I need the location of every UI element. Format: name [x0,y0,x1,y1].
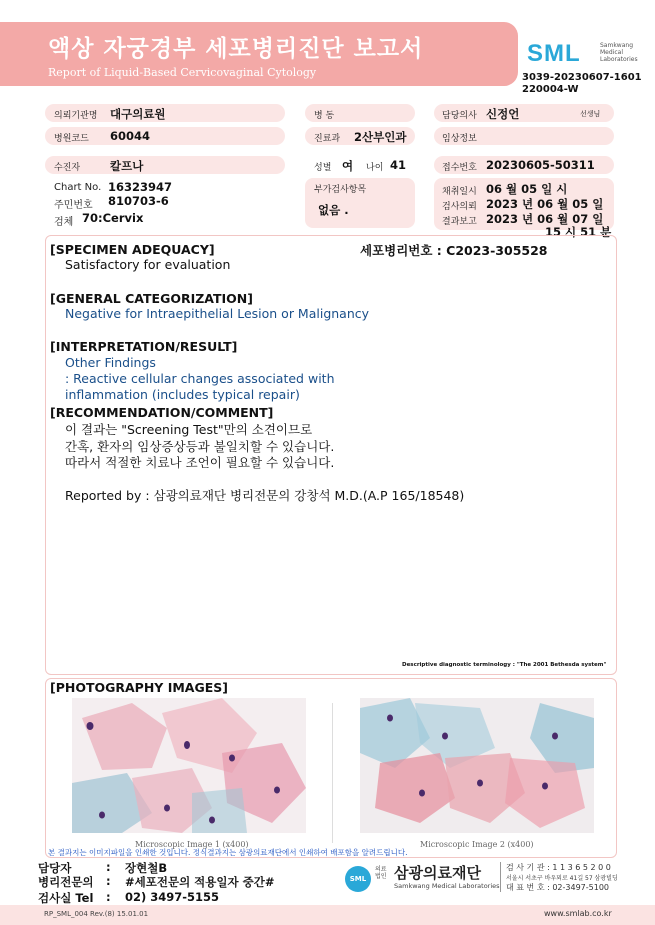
sex-label: 성별 [314,163,332,173]
hospital-code-label: 병원코드 [54,134,89,144]
ward-label: 병 동 [314,111,335,121]
patient-pill [45,156,285,174]
request-label: 검사의뢰 [442,202,477,212]
interpretation-heading: [INTERPRETATION/RESULT] [50,339,238,354]
descriptive-terminology: Descriptive diagnostic terminology : "The 2001 Bethesda system" [402,662,607,668]
patient-label: 수진자 [54,163,81,173]
org-license: 검 사 기 관 : 1 1 3 6 5 2 0 0 [506,863,611,872]
report-number-line2: 220004-W [522,84,579,95]
photo-divider [332,703,333,843]
sex-value: 여 [342,159,354,173]
recommendation-line1: 이 결과는 "Screening Test"만의 소견이므로 [65,422,313,437]
sml-logo-subtitle: Samkwang Medical Laboratories [600,42,638,63]
adequacy-text: Satisfactory for evaluation [65,257,231,272]
request-value: 2023 년 06 월 05 일 [486,197,604,211]
interpretation-line1: Other Findings [65,355,156,370]
report-number [522,72,642,96]
website[interactable]: www.smlab.co.kr [544,909,612,918]
sml-footer-logo-icon: SML [345,866,371,892]
resident-value: 810703-6 [108,194,169,208]
org-address: 서울시 서초구 바우뫼로 41길 57 삼광빌딩 [506,875,618,882]
interpretation-line3: inflammation (includes typical repair) [65,387,300,402]
image-2-caption: Microscopic Image 2 (x400) [420,840,534,849]
report-title: 액상 자궁경부 세포병리진단 보고서 [48,36,424,62]
result-label: 결과보고 [442,217,477,227]
org-name: 삼광의료재단 [394,864,481,882]
microscopic-image-1 [72,698,306,833]
resident-label: 주민번호 [54,200,93,211]
lab-tel-label: 검사실 Tel [38,891,94,905]
recommendation-heading: [RECOMMENDATION/COMMENT] [50,405,274,420]
general-heading: [GENERAL CATEGORIZATION] [50,291,253,306]
lab-tel-value: 02) 3497-5155 [125,890,220,904]
report-number-line1: 3039-20230607-1601 [522,72,642,83]
sml-logo: SML [527,40,581,67]
report-subtitle: Report of Liquid-Based Cervicovaginal Cytology [48,66,317,79]
recommendation-line2: 간혹, 환자의 임상증상등과 불일치할 수 있습니다. [65,439,335,454]
manager-label: 담당자 [38,861,72,875]
receipt-value: 20230605-50311 [486,158,595,172]
doctor-suffix: 선생님 [580,110,601,118]
result-value: 2023 년 06 월 07 일 [486,212,604,226]
test-value: 70:Cervix [82,211,144,225]
org-phone: 대 표 번 호 : 02-3497-5100 [506,883,609,892]
photo-heading: [PHOTOGRAPHY IMAGES] [50,680,228,695]
manager-value: 장현철B [125,861,168,875]
org-small-label: 의료 법인 [375,866,387,880]
patient-value: 칼프나 [110,159,144,173]
collect-label: 채취일시 [442,187,477,197]
age-label: 나이 [366,163,384,173]
dept-label: 진료과 [314,134,341,144]
dept-value: 2산부인과 [354,130,407,144]
result-time-value: 15 시 51 분 [545,225,612,239]
org-name-en: Samkwang Medical Laboratories [394,882,500,890]
test-label: 검체 [54,217,74,228]
extra-test-label: 부가검사항목 [314,185,367,195]
form-code: RP_SML_004 Rev.(8) 15.01.01 [44,910,149,918]
footer-divider [500,862,501,892]
age-value: 41 [390,158,407,172]
chart-value: 16323947 [108,180,173,194]
cytology-number: 세포병리번호 : C2023-305528 [360,243,548,258]
reported-by: Reported by : 삼광의료재단 병리전문의 강창석 M.D.(A.P 165/18548) [65,488,465,503]
clinical-label: 임상정보 [442,134,477,144]
doctor-value: 신정언 [486,107,520,121]
pathologist-value: #세포전문의 적용일자 중간# [125,875,275,889]
manager-colon: : [106,860,111,874]
institution-label: 의뢰기관명 [54,111,98,121]
receipt-label: 접수번호 [442,163,477,173]
pathologist-colon: : [106,874,111,888]
institution-value: 대구의료원 [110,107,166,121]
recommendation-line3: 따라서 적절한 치료나 조언이 필요할 수 있습니다. [65,455,335,470]
pathologist-label: 병리전문의 [38,875,94,889]
collect-value: 06 월 05 일 시 [486,182,568,196]
adequacy-heading: [SPECIMEN ADEQUACY] [50,242,215,257]
general-text: Negative for Intraepithelial Lesion or Malignancy [65,306,370,321]
chart-label: Chart No. [54,182,102,193]
interpretation-line2: : Reactive cellular changes associated with [65,371,335,386]
microscopic-image-2 [360,698,594,833]
hospital-code-value: 60044 [110,129,151,143]
print-notice: 본 결과지는 이미지파일을 인쇄한 것입니다. 정식결과지는 삼광의료재단에서 인쇄하여 배포함을 알려드립니다. [48,848,408,857]
doctor-label: 담당의사 [442,111,477,121]
lab-tel-colon: : [106,890,111,904]
extra-test-value: 없음 . [318,203,349,217]
image-1-caption: Microscopic Image 1 (x400) [135,840,249,849]
